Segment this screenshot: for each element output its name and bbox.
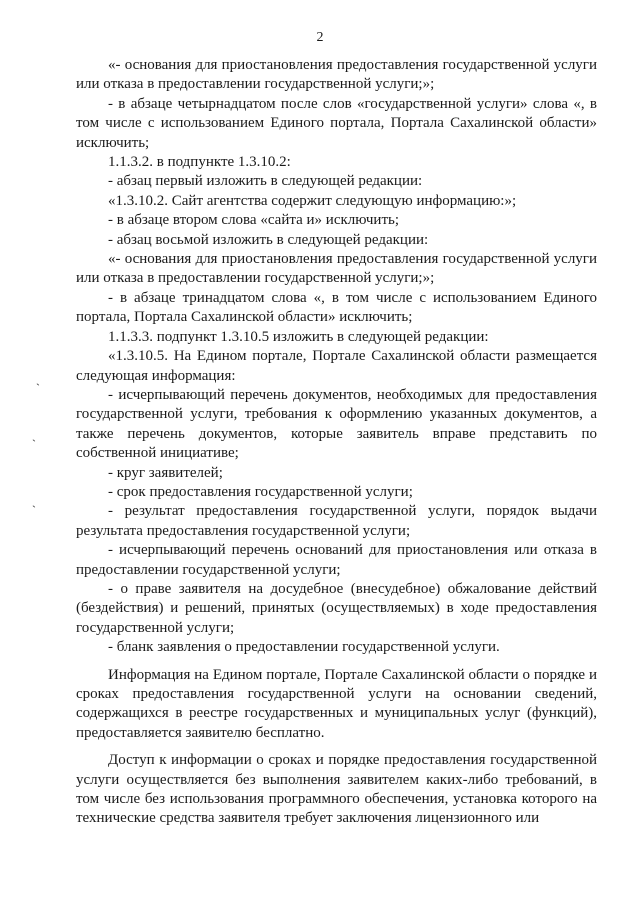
paragraph: - абзац восьмой изложить в следующей редакции: [108,231,429,248]
paragraph: «1.3.10.5. На Едином портале, Портале Сахалинской области размещается следующая информация: [76,348,597,384]
paragraph: - о праве заявителя на досудебное (внесудебное) обжалование действий (бездействия) и решений, принятых (осуществляемых) в ходе предоставления государственной услуги; [76,580,597,636]
paragraph: - срок предоставления государственной услуги; [108,483,413,500]
paragraph: - результат предоставления государственной услуги, порядок выдачи результата предоставления государственной услуги; [76,503,597,539]
paragraph: - в абзаце четырнадцатом после слов «государственной услуги» слова «, в том числе с использованием Единого портала, Портала Сахалинской области» исключить; [76,95,597,151]
paragraph: - бланк заявления о предоставлении государственной услуги. [108,639,500,656]
paragraph: Доступ к информации о сроках и порядке предоставления государственной услуги осуществляется без выполнения заявителем каких-либо требований, в том числе без использования программного обеспечения, установка которого на технические средства заявителя требует заключения лицензионного или [76,752,597,827]
margin-mark: ˎ [36,372,40,386]
paragraph: - абзац первый изложить в следующей редакции: [108,173,423,190]
page-number: 2 [316,30,324,45]
paragraph: «- основания для приостановления предоставления государственной услуги или отказа в предоставлении государственной услуги;»; [76,57,597,93]
document-body [76,56,597,829]
paragraph: 1.1.3.3. подпункт 1.3.10.5 изложить в следующей редакции: [108,328,489,345]
margin-mark: ˎ [32,494,36,508]
paragraph: - исчерпывающий перечень документов, необходимых для предоставления государственной услуги, требования к оформлению указанных документов, а также перечень документов, которые заявитель вправе представить по собственной инициативе; [76,386,597,462]
paragraph: - в абзаце втором слова «сайта и» исключить; [108,212,400,229]
paragraph: - круг заявителей; [108,464,223,481]
paragraph: «1.3.10.2. Сайт агентства содержит следующую информацию:»; [108,192,517,209]
paragraph: Информация на Едином портале, Портале Сахалинской области о порядке и сроках предоставления государственной услуги на основании сведений, содержащихся в реестре государственных и муниципальных услуг (функций), предоставляется заявителю бесплатно. [76,666,597,741]
margin-mark: ˎ [32,428,36,442]
paragraph: - в абзаце тринадцатом слова «, в том числе с использованием Единого портала, Портала Сахалинской области» исключить; [76,289,597,326]
paragraph: - исчерпывающий перечень оснований для приостановления или отказа в предоставлении государственной услуги; [76,542,597,578]
paragraph: «- основания для приостановления предоставления государственной услуги или отказа в предоставлении государственной услуги;»; [76,251,597,287]
paragraph: 1.1.3.2. в подпункте 1.3.10.2: [108,154,291,171]
